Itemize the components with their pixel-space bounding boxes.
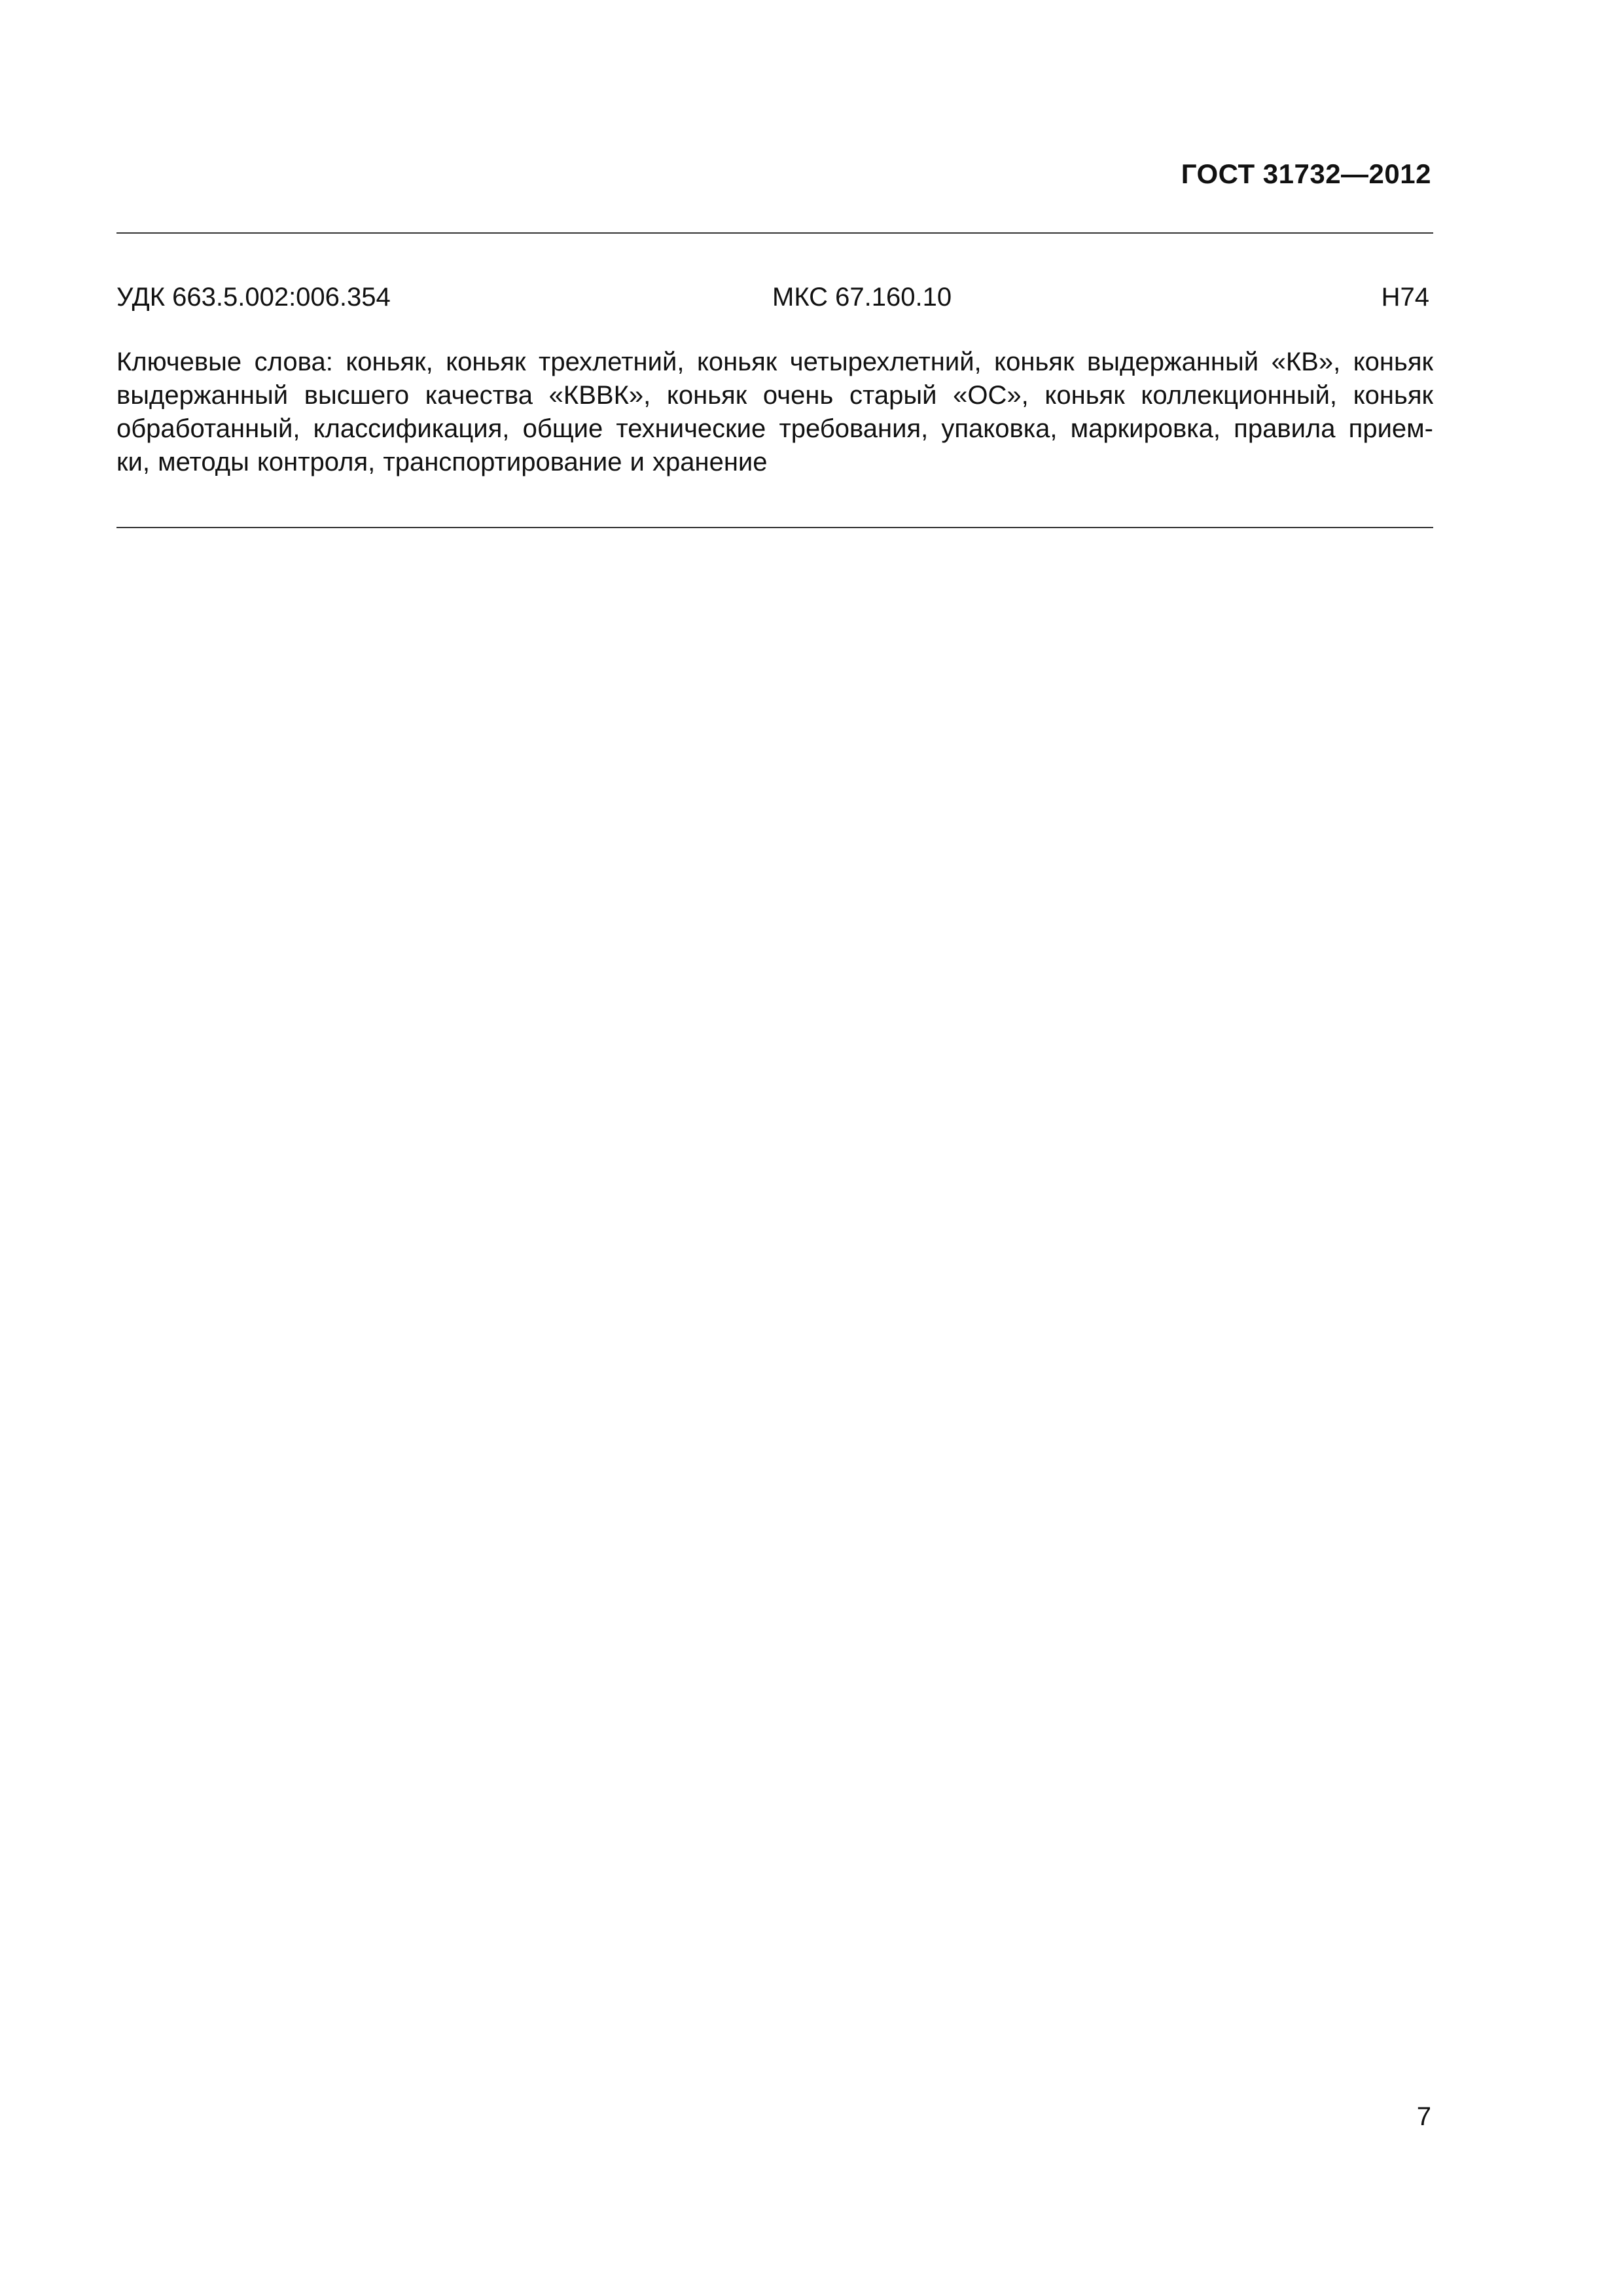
top-divider — [116, 232, 1433, 234]
keywords-paragraph — [116, 346, 1433, 479]
bottom-divider — [116, 527, 1433, 528]
mks-code: МКС 67.160.10 — [772, 283, 952, 312]
keywords-line: Ключевые слова: коньяк, коньяк трехлетний, коньяк четырехлетний, коньяк выдержанный «КВ», коньяк — [116, 348, 1433, 376]
standard-number: ГОСТ 31732—2012 — [1181, 158, 1431, 189]
keywords-line: обработанный, классификация, общие технические требования, упаковка, маркировка, правила прием- — [116, 414, 1433, 443]
keywords-line: ки, методы контроля, транспортирование и хранение — [116, 448, 768, 476]
keywords-line: выдержанный высшего качества «КВВК», коньяк очень старый «ОС», коньяк коллекционный, коньяк — [116, 381, 1433, 410]
classification-codes — [116, 283, 1433, 322]
udk-code: УДК 663.5.002:006.354 — [116, 283, 391, 312]
page-number: 7 — [1416, 2102, 1431, 2131]
okp-code: Н74 — [1381, 283, 1429, 312]
